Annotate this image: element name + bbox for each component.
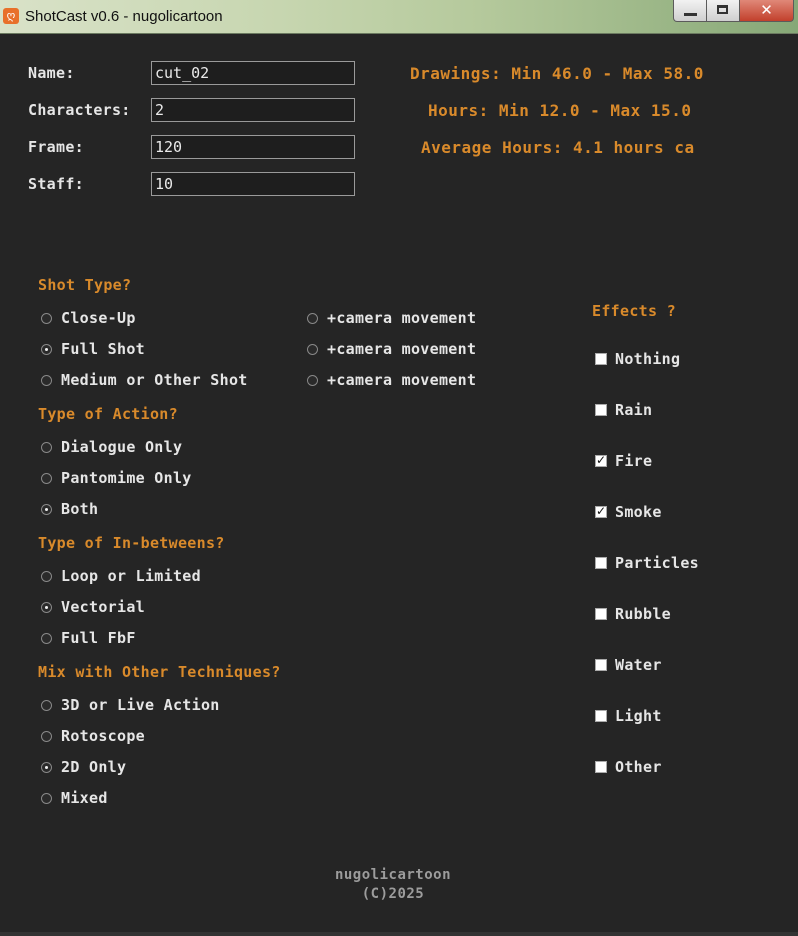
mixed-radio[interactable]: [41, 793, 52, 804]
nothing-checkbox[interactable]: [595, 353, 607, 365]
frame-label: Frame:: [28, 138, 84, 156]
nothing-label[interactable]: Nothing: [615, 350, 681, 368]
light-label[interactable]: Light: [615, 707, 662, 725]
dialogue-only-label[interactable]: Dialogue Only: [61, 438, 183, 456]
footer-copyright: (C)2025: [361, 886, 425, 902]
camera-movement-label-3[interactable]: +camera movement: [327, 371, 477, 389]
close-button[interactable]: [739, 0, 794, 22]
camera-movement-label-2[interactable]: +camera movement: [327, 340, 477, 358]
pantomime-only-radio[interactable]: [41, 473, 52, 484]
mixed-label[interactable]: Mixed: [61, 789, 108, 807]
smoke-label[interactable]: Smoke: [615, 503, 662, 521]
camera-movement-radio-2[interactable]: [307, 344, 318, 355]
close-up-radio[interactable]: [41, 313, 52, 324]
average-hours-stat: Average Hours: 4.1 hours ca: [421, 138, 695, 157]
water-label[interactable]: Water: [615, 656, 662, 674]
water-checkbox[interactable]: [595, 659, 607, 671]
rotoscope-label[interactable]: Rotoscope: [61, 727, 145, 745]
loop-limited-radio[interactable]: [41, 571, 52, 582]
minimize-icon: [684, 13, 697, 16]
other-label[interactable]: Other: [615, 758, 662, 776]
vectorial-label[interactable]: Vectorial: [61, 598, 145, 616]
staff-label: Staff:: [28, 175, 84, 193]
camera-movement-radio-1[interactable]: [307, 313, 318, 324]
dialogue-only-radio[interactable]: [41, 442, 52, 453]
inbetweens-heading: Type of In-betweens?: [38, 534, 225, 552]
frame-input[interactable]: [151, 135, 355, 159]
action-type-heading: Type of Action?: [38, 405, 178, 423]
3d-live-action-label[interactable]: 3D or Live Action: [61, 696, 220, 714]
window-title: ShotCast v0.6 - nugolicartoon: [25, 8, 223, 25]
full-shot-radio[interactable]: [41, 344, 52, 355]
maximize-icon: [717, 5, 728, 14]
pantomime-only-label[interactable]: Pantomime Only: [61, 469, 192, 487]
rotoscope-radio[interactable]: [41, 731, 52, 742]
name-label: Name:: [28, 64, 75, 82]
techniques-heading: Mix with Other Techniques?: [38, 663, 281, 681]
medium-shot-label[interactable]: Medium or Other Shot: [61, 371, 248, 389]
both-label[interactable]: Both: [61, 500, 99, 518]
both-radio[interactable]: [41, 504, 52, 515]
2d-only-radio[interactable]: [41, 762, 52, 773]
full-fbf-label[interactable]: Full FbF: [61, 629, 136, 647]
smoke-checkbox[interactable]: [595, 506, 607, 518]
camera-movement-label-1[interactable]: +camera movement: [327, 309, 477, 327]
fire-checkbox[interactable]: [595, 455, 607, 467]
effects-heading: Effects ?: [592, 302, 676, 320]
name-input[interactable]: [151, 61, 355, 85]
fire-label[interactable]: Fire: [615, 452, 653, 470]
minimize-button[interactable]: [673, 0, 707, 22]
shot-type-heading: Shot Type?: [38, 276, 132, 294]
full-fbf-radio[interactable]: [41, 633, 52, 644]
title-bar[interactable]: [0, 0, 798, 34]
staff-input[interactable]: [151, 172, 355, 196]
other-checkbox[interactable]: [595, 761, 607, 773]
particles-checkbox[interactable]: [595, 557, 607, 569]
rain-checkbox[interactable]: [595, 404, 607, 416]
particles-label[interactable]: Particles: [615, 554, 699, 572]
full-shot-label[interactable]: Full Shot: [61, 340, 145, 358]
rain-label[interactable]: Rain: [615, 401, 653, 419]
characters-input[interactable]: [151, 98, 355, 122]
vectorial-radio[interactable]: [41, 602, 52, 613]
close-icon: ✕: [760, 1, 773, 19]
close-up-label[interactable]: Close-Up: [61, 309, 136, 327]
rubble-label[interactable]: Rubble: [615, 605, 671, 623]
3d-live-action-radio[interactable]: [41, 700, 52, 711]
light-checkbox[interactable]: [595, 710, 607, 722]
window-bottom-edge: [0, 932, 798, 936]
footer-author: nugolicartoon: [334, 867, 452, 883]
hours-stat: Hours: Min 12.0 - Max 15.0: [428, 101, 692, 120]
loop-limited-label[interactable]: Loop or Limited: [61, 567, 201, 585]
camera-movement-radio-3[interactable]: [307, 375, 318, 386]
characters-label: Characters:: [28, 101, 131, 119]
2d-only-label[interactable]: 2D Only: [61, 758, 127, 776]
drawings-stat: Drawings: Min 46.0 - Max 58.0: [410, 64, 704, 83]
app-icon: ღ: [3, 8, 19, 24]
maximize-button[interactable]: [706, 0, 740, 22]
rubble-checkbox[interactable]: [595, 608, 607, 620]
medium-shot-radio[interactable]: [41, 375, 52, 386]
